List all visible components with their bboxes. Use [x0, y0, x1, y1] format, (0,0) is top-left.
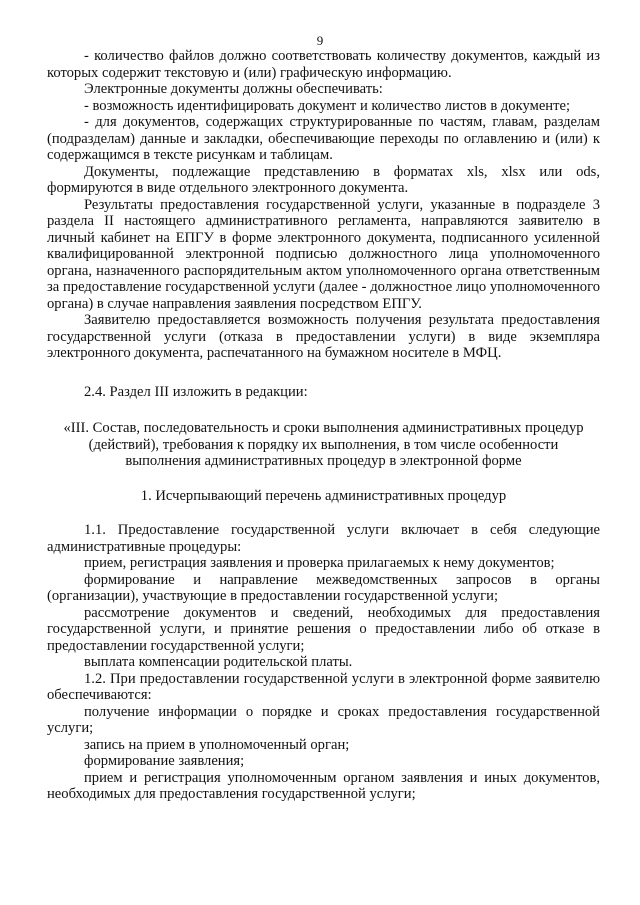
- list-item: получение информации о порядке и сроках предоставления государственной услуги;: [47, 703, 600, 736]
- list-item: прием, регистрация заявления и проверка прилагаемых к нему документов;: [84, 555, 555, 571]
- paragraph: 1.2. При предоставлении государственной услуги в электронной форме заявителю обеспечиваются:: [47, 670, 600, 703]
- section-heading: «III. Состав, последовательность и сроки выполнения административных процедур (действий), требования к порядку их выполнения, в том числе особенности выполнения административных процедур в электронной форме: [63, 420, 584, 469]
- list-item: прием и регистрация уполномоченным органом заявления и иных документов, необходимых для предоставления государственной услуги;: [47, 769, 600, 802]
- list-item: выплата компенсации родительской платы.: [84, 654, 353, 670]
- section-intro: 2.4. Раздел III изложить в редакции:: [84, 383, 308, 400]
- paragraph: Документы, подлежащие представлению в форматах xls, xlsx или ods, формируются в виде отдельного электронного документа.: [47, 163, 600, 196]
- paragraph: - возможность идентифицировать документ и количество листов в документе;: [84, 97, 571, 114]
- subsection-heading: 1. Исчерпывающий перечень административных процедур: [140, 487, 507, 504]
- list-item: формирование и направление межведомственных запросов в органы (организации), участвующие в предоставлении государственной услуги;: [47, 571, 600, 604]
- paragraph: Заявителю предоставляется возможность получения результата предоставления государственной услуги (отказа в предоставлении услуги) в виде экземпляра электронного документа, распечатанного на бумажном носителе в МФЦ.: [47, 312, 600, 361]
- paragraph: Результаты предоставления государственной услуги, указанные в подразделе 3 раздела II настоящего административного регламента, направляются заявителю в личный кабинет на ЕПГУ в форме электронного документа, подписанного усиленной квалифицированной электронной подписью должностного лица уполномоченного органа, назначенного распорядительным актом уполномоченного органа ответственным за предоставление государственной услуги (далее - должностное лицо уполномоченного органа) в случае направления заявления посредством ЕПГУ.: [47, 196, 600, 312]
- paragraph: - для документов, содержащих структурированные по частям, главам, разделам (подразделам) данные и закладки, обеспечивающие переходы по оглавлению и (или) к содержащимся в тексте рисункам и таблицам.: [47, 114, 600, 163]
- document-body: [47, 48, 600, 803]
- paragraph: - количество файлов должно соответствовать количеству документов, каждый из которых содержит текстовую и (или) графическую информацию.: [47, 48, 600, 81]
- paragraph: 1.1. Предоставление государственной услуги включает в себя следующие административные процедуры:: [47, 522, 600, 555]
- list-item: формирование заявления;: [84, 753, 245, 769]
- list-item: рассмотрение документов и сведений, необходимых для предоставления государственной услуги, и принятие решения о предоставлении либо об отказе в предоставлении государственной услуги;: [47, 604, 600, 654]
- paragraph: Электронные документы должны обеспечивать:: [84, 81, 383, 97]
- page-number: 9: [316, 33, 324, 48]
- list-item: запись на прием в уполномоченный орган;: [84, 736, 350, 753]
